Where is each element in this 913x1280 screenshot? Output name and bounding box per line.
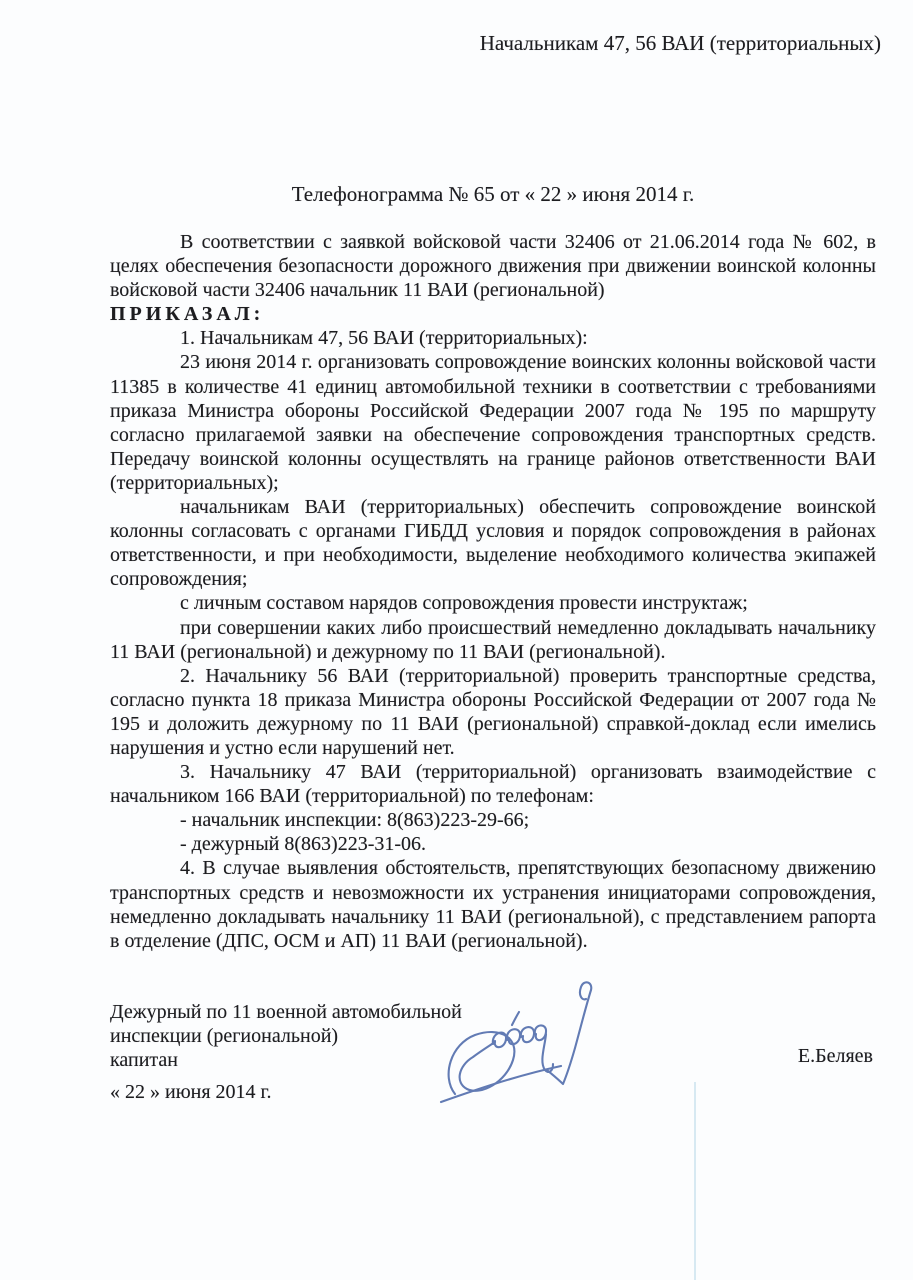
signer-position-line-1: Дежурный по 11 военной автомобильной <box>110 1001 462 1023</box>
addressee-line: Начальникам 47, 56 ВАИ (территориальных) <box>479 31 881 55</box>
document-date: « 22 » июня 2014 г. <box>110 1081 272 1103</box>
signature-block <box>110 1000 462 1104</box>
scan-fold-artifact <box>694 1082 696 1280</box>
item-2-inspection: 2. Начальнику 56 ВАИ (территориальной) проверить транспортные средства, согласно пункта 18 приказа Министра обороны Российской Федерации от 2007 года № 195 и доложить дежурному по 11 ВАИ (региональной) справкой-доклад если имелись нарушения и устно если нарушений нет. <box>110 664 876 759</box>
document-title: Телефонограмма № 65 от « 22 » июня 2014 г. <box>291 182 695 206</box>
item-1-gibdd-clause: начальникам ВАИ (территориальных) обеспечить сопровождение воинской колонны согласовать с органами ГИБДД условия и порядок сопровождения в районах ответственности, и при необходимости, выделение необходимого количества экипажей сопровождения; <box>110 496 876 591</box>
handwritten-signature-icon <box>435 978 635 1128</box>
phone-inspection-chief: - начальник инспекции: 8(863)223-29-66; <box>180 809 530 832</box>
order-word: ПРИКАЗАЛ: <box>110 303 265 326</box>
item-1-incident-clause: при совершении каких либо происшествий немедленно докладывать начальнику 11 ВАИ (региональной) и дежурному по 11 ВАИ (региональной). <box>110 616 876 663</box>
document-body <box>110 230 876 953</box>
item-4-obstacles: 4. В случае выявления обстоятельств, препятствующих безопасному движению транспортных средств и невозможности их устранения инициаторами сопровождения, немедленно докладывать начальнику 11 ВАИ (региональной), с представлением рапорта в отделение (ДПС, ОСМ и АП) 11 ВАИ (региональной). <box>110 857 876 952</box>
item-1-escort-order: 23 июня 2014 г. организовать сопровождение воинских колонны войсковой части 11385 в количестве 41 единиц автомобильной техники в соответствии с требованиями приказа Министра обороны Российской Федерации 2007 года № 195 по маршруту согласно прилагаемой заявки на обеспечение сопровождения транспортных средств. Передачу воинской колонны осуществлять на границе районов ответственности ВАИ (территориальных); <box>110 351 876 494</box>
item-1-heading: 1. Начальникам 47, 56 ВАИ (территориальных): <box>180 327 588 350</box>
item-1-briefing-clause: с личным составом нарядов сопровождения провести инструктаж; <box>180 592 748 615</box>
item-3-coordination: 3. Начальнику 47 ВАИ (территориальной) организовать взаимодействие с начальником 166 ВАИ (территориальной) по телефонам: <box>110 761 876 808</box>
signer-rank: капитан <box>110 1049 178 1071</box>
signer-position-line-2: инспекции (региональной) <box>110 1025 339 1047</box>
signer-name: Е.Беляев <box>797 1045 873 1067</box>
phone-duty-officer: - дежурный 8(863)223-31-06. <box>180 833 427 856</box>
paragraph-intro: В соответствии с заявкой войсковой части 32406 от 21.06.2014 года № 602, в целях обеспечения безопасности дорожного движения при движении воинской колонны войсковой части 32406 начальник 11 ВАИ (региональной) <box>110 231 876 302</box>
